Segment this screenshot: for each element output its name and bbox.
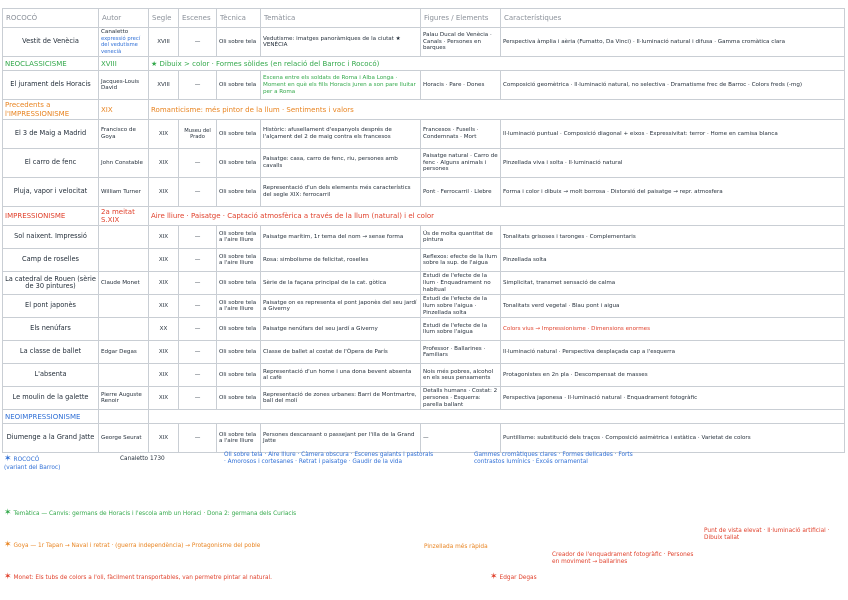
century-cell: XIX — [149, 226, 179, 249]
period-note: Aire lliure · Paisatge · Captació atmosfèrica a través de la llum (natural) i el color — [149, 206, 845, 226]
work-title: Sol naixent. Impressió — [3, 226, 99, 249]
century-cell: XIX — [149, 177, 179, 206]
work-title: L'absenta — [3, 364, 99, 387]
author-cell: Canaletto expressió precí del vedutisme venecià — [99, 28, 149, 57]
theme-cell: Representació d'un home i una dona bevent absenta al cafè — [261, 364, 421, 387]
figures-cell: Professor · Ballarines · Familiars — [421, 341, 501, 364]
work-title: Le moulin de la galette — [3, 387, 99, 410]
period-note: ★ Dibuix > color · Formes sòlides (en relació del Barroc i Rococó) — [149, 57, 845, 71]
monet-note: ✶ Monet: Els tubs de colors a l'oli, fàcilment transportables, van permetre pintar al natural. — [4, 572, 272, 582]
goya-right: Pinzellada més ràpida — [424, 544, 488, 550]
col-technique: Tècnica — [217, 9, 261, 28]
traits-cell: Pinzellada viva i solta · Il·luminació natural — [501, 148, 845, 177]
figures-cell: Estudi de l'efecte de la llum sobre l'aigua · Pinzellada solta — [421, 295, 501, 318]
table-row — [3, 364, 845, 387]
theme-cell: Paisatge on es representa el pont japonès del seu jardí a Giverny — [261, 295, 421, 318]
technique-cell: Oli sobre tela a l'aire lliure — [217, 424, 261, 453]
traits-cell: Colors vius → Impressionisme · Dimensions enormes — [501, 318, 845, 341]
art-summary-table — [2, 8, 845, 453]
technique-cell: Oli sobre tela — [217, 387, 261, 410]
scenes-cell: — — [179, 295, 217, 318]
col-theme: Temàtica — [261, 9, 421, 28]
period-note: Romanticisme: més pintor de la llum · Sentiments i valors — [149, 100, 845, 120]
scenes-cell: — — [179, 148, 217, 177]
author-cell — [99, 249, 149, 272]
scenes-cell: — — [179, 272, 217, 295]
table-row — [3, 295, 845, 318]
author-cell: George Seurat — [99, 424, 149, 453]
degas-right-notes: Punt de vista elevat · Il·luminació artificial · Dibuix tallat — [704, 528, 830, 542]
rococo-list: Oli sobre tela · Aire lliure · Càmera obscura · Escenes galants i pastorals · Amorosos i cortesanes · Retrat i paisatge · Gaudir de la vida — [224, 452, 434, 466]
degas-list: Creador de l'enquadrament fotogràfic · Persones en moviment → ballarines — [552, 552, 694, 566]
author-cell: Pierre Auguste Renoir — [99, 387, 149, 410]
scenes-cell: — — [179, 28, 217, 57]
century-cell: XIX — [149, 119, 179, 148]
scenes-cell: — — [179, 387, 217, 410]
author-cell: Jacques-Louis David — [99, 71, 149, 100]
table-row — [3, 148, 845, 177]
star-icon: ✶ — [4, 454, 12, 464]
traits-cell: Perspectiva japonesa · Il·luminació natural · Enquadrament fotogràfic — [501, 387, 845, 410]
table-row — [3, 318, 845, 341]
author-cell — [99, 226, 149, 249]
traits-cell: Protagonistes en 2n pla · Descompensat de masses — [501, 364, 845, 387]
figures-cell: Pont · Ferrocarril · Llebre — [421, 177, 501, 206]
work-title: El carro de fenc — [3, 148, 99, 177]
theme-cell: Representació d'un dels elements més característics del segle XIX: ferrocarril — [261, 177, 421, 206]
table-row — [3, 341, 845, 364]
period-header: ROCOCÓ — [3, 9, 99, 28]
col-scenes: Escenes — [179, 9, 217, 28]
author-cell — [99, 295, 149, 318]
table-row — [3, 272, 845, 295]
col-figures: Figures / Elements — [421, 9, 501, 28]
figures-cell: Horacis · Pare · Dones — [421, 71, 501, 100]
traits-cell: Tonalitats grisoses i taronges · Complementaris — [501, 226, 845, 249]
century-cell: XX — [149, 318, 179, 341]
author-cell — [99, 318, 149, 341]
period-row — [3, 206, 845, 226]
technique-cell: Oli sobre tela — [217, 341, 261, 364]
scenes-cell: — — [179, 226, 217, 249]
figures-cell: Paisatge natural · Carro de fenc · Alguns animals i persones — [421, 148, 501, 177]
author-cell — [99, 364, 149, 387]
century-cell: XIX — [149, 148, 179, 177]
rococo-traits: Gammes cromàtiques clares · Formes delicades · Forts contrastos lumínics · Excés ornamental — [474, 452, 633, 466]
theme-cell: Persones descansant o passejant per l'illa de la Grand Jatte — [261, 424, 421, 453]
author-cell: John Constable — [99, 148, 149, 177]
period-row — [3, 410, 845, 424]
technique-cell: Oli sobre tela a l'aire lliure — [217, 226, 261, 249]
traits-cell: Puntillisme: substitució dels traços · Composició asimètrica i estàtica · Varietat de colors — [501, 424, 845, 453]
work-title: El pont japonès — [3, 295, 99, 318]
technique-cell: Oli sobre tela a l'aire lliure — [217, 295, 261, 318]
figures-cell: Estudi de l'efecte de la llum · Enquadrament no habitual — [421, 272, 501, 295]
period-label: NEOIMPRESSIONISME — [3, 410, 99, 424]
period-label: NEOCLASSICISME — [3, 57, 99, 71]
scenes-cell: — — [179, 71, 217, 100]
work-title: Els nenúfars — [3, 318, 99, 341]
theme-cell: Paisatge marítim, 1r tema del nom → sense forma — [261, 226, 421, 249]
century-cell: XIX — [149, 364, 179, 387]
century-cell: XVIII — [149, 71, 179, 100]
figures-cell: Palau Ducal de Venècia · Canals · Persones en barques — [421, 28, 501, 57]
period-century: XVIII — [99, 57, 149, 71]
century-cell: XIX — [149, 249, 179, 272]
technique-cell: Oli sobre tela — [217, 119, 261, 148]
figures-cell: Reflexos: efecte de la llum sobre la sup. de l'aigua — [421, 249, 501, 272]
century-cell: XIX — [149, 424, 179, 453]
traits-cell: Pinzellada solta — [501, 249, 845, 272]
theme-cell: Rosa: simbolisme de felicitat, roselles — [261, 249, 421, 272]
technique-cell: Oli sobre tela — [217, 177, 261, 206]
traits-cell: Simplicitat, transmet sensació de calma — [501, 272, 845, 295]
table-row — [3, 177, 845, 206]
table-row — [3, 387, 845, 410]
technique-cell: Oli sobre tela — [217, 148, 261, 177]
century-cell: XIX — [149, 341, 179, 364]
technique-cell: Oli sobre tela — [217, 272, 261, 295]
century-cell: XIX — [149, 272, 179, 295]
author-cell: Claude Monet — [99, 272, 149, 295]
author-cell: Edgar Degas — [99, 341, 149, 364]
scenes-cell: — — [179, 424, 217, 453]
work-title: Pluja, vapor i velocitat — [3, 177, 99, 206]
star-icon: ✶ — [4, 572, 12, 582]
traits-cell: Perspectiva àmplia i aèria (Fumatto, Da Vinci) · Il·luminació natural i difusa · Gamma cromàtica clara — [501, 28, 845, 57]
theme-cell: Sèrie de la façana principal de la cat. gòtica — [261, 272, 421, 295]
period-row — [3, 100, 845, 120]
work-title: La classe de ballet — [3, 341, 99, 364]
degas-note: ✶ Edgar Degas — [490, 572, 537, 582]
col-traits: Característiques — [501, 9, 845, 28]
technique-cell: Oli sobre tela — [217, 318, 261, 341]
work-title: El jurament dels Horacis — [3, 71, 99, 100]
period-label: Precedents a l'IMPRESSIONISME — [3, 100, 99, 120]
traits-cell: Tonalitats verd vegetal · Blau pont i aigua — [501, 295, 845, 318]
period-century: 2a meitat S.XIX — [99, 206, 149, 226]
technique-cell: Oli sobre tela — [217, 71, 261, 100]
tematica-note: ✶ Temàtica — Canvis: germans de Horacis i l'escola amb un Horaci · Dona 2: germana dels Curiacis — [4, 508, 297, 518]
table-row — [3, 249, 845, 272]
col-century: Segle — [149, 9, 179, 28]
theme-cell: Escena entre els soldats de Roma i Alba Longa · Moment en què els fills Horacis juren a son pare lluitar per a Roma — [261, 71, 421, 100]
scenes-cell: — — [179, 249, 217, 272]
table-row — [3, 28, 845, 57]
author-cell: Francisco de Goya — [99, 119, 149, 148]
star-icon: ✶ — [490, 572, 498, 582]
work-title: La catedral de Rouen (sèrie de 30 pintures) — [3, 272, 99, 295]
table-row — [3, 71, 845, 100]
period-row — [3, 57, 845, 71]
century-cell: XIX — [149, 295, 179, 318]
scenes-cell: Museu del Prado — [179, 119, 217, 148]
figures-cell: Nois més pobres, alcohol en els seus pensaments — [421, 364, 501, 387]
star-icon: ✶ — [4, 540, 12, 550]
table-row — [3, 119, 845, 148]
traits-cell: Il·luminació puntual · Composició diagonal + eixos · Expressivitat: terror · Home en camisa blanca — [501, 119, 845, 148]
author-cell: William Turner — [99, 177, 149, 206]
figures-cell: — — [421, 424, 501, 453]
work-title: Diumenge a la Grand Jatte — [3, 424, 99, 453]
theme-cell: Vedutisme: imatges panoràmiques de la ciutat ★ VENÈCIA — [261, 28, 421, 57]
century-cell: XVIII — [149, 28, 179, 57]
theme-cell: Històric: afusellament d'espanyols després de l'alçament del 2 de maig contra els francesos — [261, 119, 421, 148]
theme-cell: Classe de ballet al costat de l'Òpera de París — [261, 341, 421, 364]
star-icon: ✶ — [4, 508, 12, 518]
theme-cell: Paisatge: casa, carro de fenc, riu, persones amb cavalls — [261, 148, 421, 177]
technique-cell: Oli sobre tela a l'aire lliure — [217, 249, 261, 272]
figures-cell: Ús de molta quantitat de pintura — [421, 226, 501, 249]
technique-cell: Oli sobre tela — [217, 364, 261, 387]
scenes-cell: — — [179, 341, 217, 364]
table-body — [3, 28, 845, 453]
traits-cell: Forma i color i dibuix → molt borrosa · Distorsió del paisatge → repr. atmosfera — [501, 177, 845, 206]
work-title: Camp de roselles — [3, 249, 99, 272]
century-cell: XIX — [149, 387, 179, 410]
scenes-cell: — — [179, 177, 217, 206]
traits-cell: Composició geomètrica · Il·luminació natural, no selectiva · Dramatisme frec de Barroc · Colors freds (-mg) — [501, 71, 845, 100]
rococo-author: Canaletto 1730 — [120, 456, 165, 462]
figures-cell: Francesos · Fusells · Condemnats · Mort — [421, 119, 501, 148]
figures-cell: Detalls humans · Costat: 2 persones · Esquerra: parella ballant — [421, 387, 501, 410]
table-row — [3, 226, 845, 249]
bottom-notes — [4, 448, 844, 598]
figures-cell: Estudi de l'efecte de la llum sobre l'aigua — [421, 318, 501, 341]
work-title: El 3 de Maig a Madrid — [3, 119, 99, 148]
period-label: IMPRESSIONISME — [3, 206, 99, 226]
rococo-note: ✶ ROCOCÓ (variant del Barroc) — [4, 454, 61, 472]
col-author: Autor — [99, 9, 149, 28]
technique-cell: Oli sobre tela — [217, 28, 261, 57]
goya-note: ✶ Goya — 1r Tapan → Naval i retrat · (guerra independència) → Protagonisme del poble — [4, 540, 261, 550]
period-century — [99, 410, 149, 424]
period-century: XIX — [99, 100, 149, 120]
theme-cell: Paisatge nenúfars del seu jardí a Giverny — [261, 318, 421, 341]
traits-cell: Il·luminació natural · Perspectiva desplaçada cap a l'esquerra — [501, 341, 845, 364]
scenes-cell: — — [179, 364, 217, 387]
theme-cell: Representació de zones urbanes: Barri de Montmartre, ball del molí — [261, 387, 421, 410]
work-title: Vestit de Venècia — [3, 28, 99, 57]
period-note — [149, 410, 845, 424]
scenes-cell: — — [179, 318, 217, 341]
